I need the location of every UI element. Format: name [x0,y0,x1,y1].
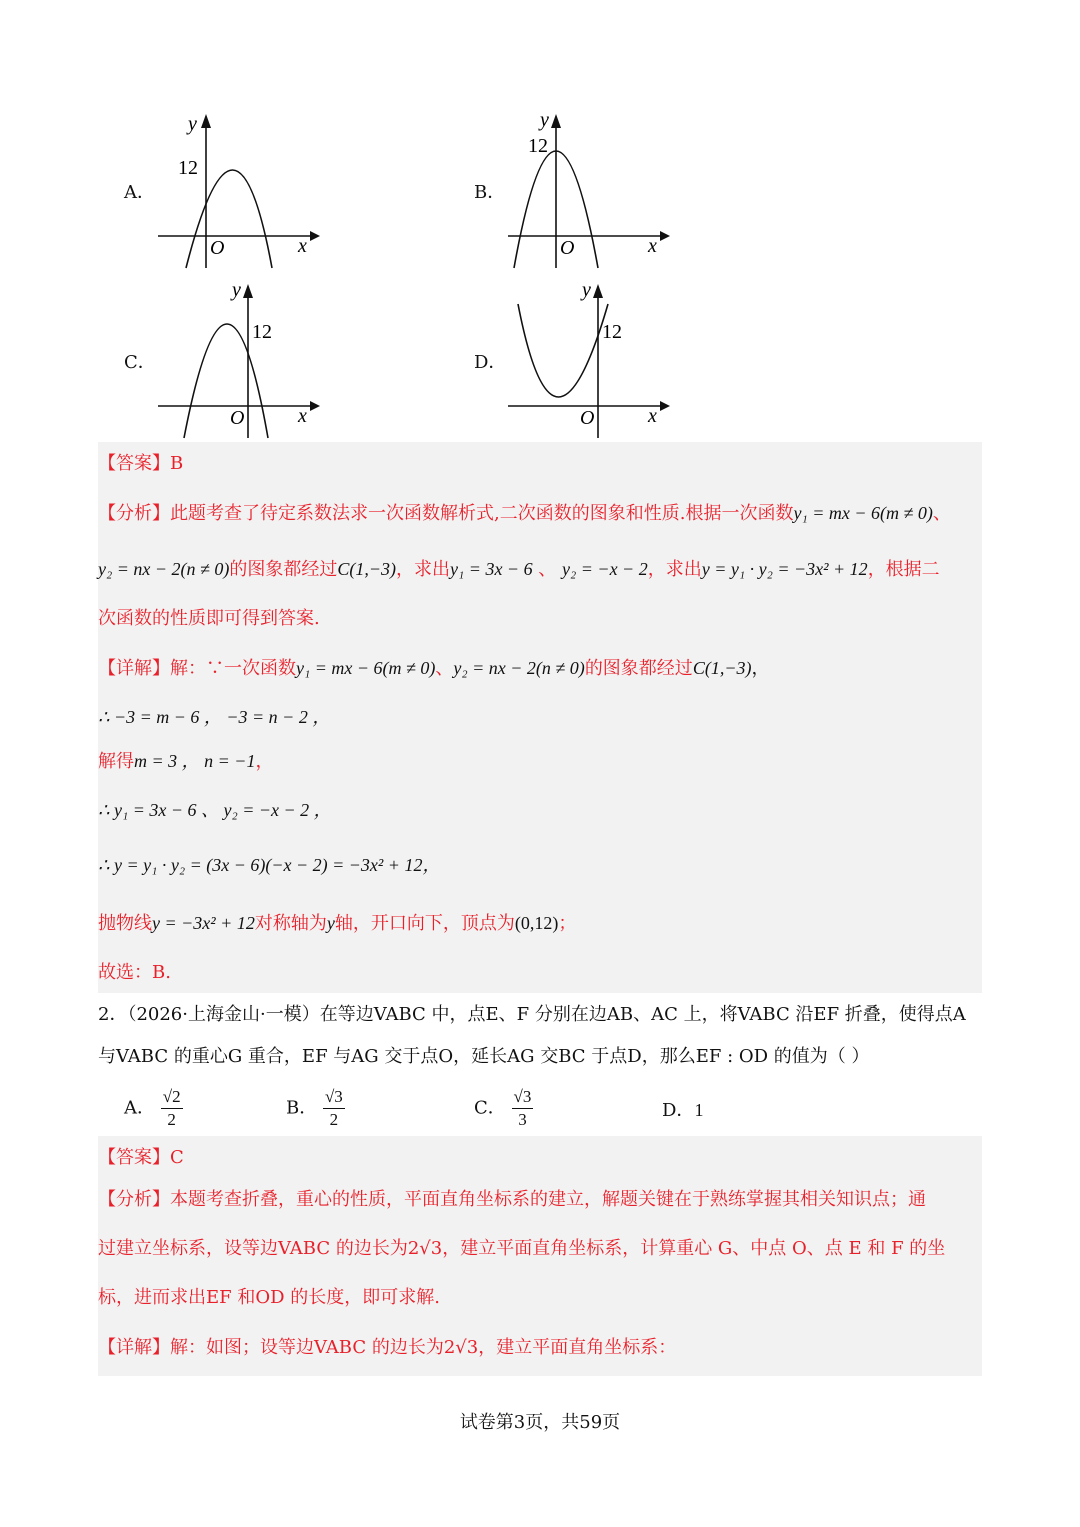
q2-solution-box [98,1136,982,1376]
option-b-graph [500,110,680,274]
axis-y-label: y [188,113,197,135]
q1-detail-line-5: ∴ y = y₁ · y₂ = (3x − 6)(−x − 2) = −3x² + 12， [98,855,441,875]
option-d-label: D． [474,352,507,373]
svg-text:x: x [648,405,657,427]
q2-choice-c: C． $\frac{√3}{3}$ [474,1087,532,1129]
q1-detail-line-6: 抛物线y = −3x² + 12对称轴为y轴，开口向下，顶点为(0,12)； [98,913,577,934]
svg-text:O: O [560,237,575,259]
svg-text:12: 12 [252,321,272,343]
q1-answer: 【答案】B [98,453,184,474]
svg-text:12: 12 [602,321,622,343]
svg-text:12: 12 [528,135,548,157]
q1-analysis-line-3: 次函数的性质即可得到答案. [98,608,320,629]
q1-detail-line-2: ∴ −3 = m − 6 ， −3 = n − 2 ， [98,707,331,727]
q2-analysis-line-3: 标，进而求出EF 和OD 的长度，即可求解. [98,1287,440,1308]
option-c-graph [150,280,330,444]
q2-choice-a: A． $\frac{√2}{2}$ [124,1087,181,1129]
q2-answer: 【答案】C [98,1147,184,1168]
q2-detail-line-1: 【详解】解：如图；设等边VABC 的边长为2√3，建立平面直角坐标系： [98,1337,677,1358]
svg-text:y: y [232,279,241,301]
option-c-label: C． [124,352,156,373]
q1-conclusion: 故选：B. [98,962,171,983]
q2-analysis-line-2: 过建立坐标系，设等边VABC 的边长为2√3，建立平面直角坐标系，计算重心 G、中点 O、点 E 和 F 的坐 [98,1238,946,1259]
page-footer: 试卷第3页，共59页 [459,1412,621,1433]
option-d-graph [500,280,680,444]
q1-analysis-line-1: 【分析】此题考查了待定系数法求一次函数解析式,二次函数的图象和性质.根据一次函数y₁ = mx − 6(m ≠ 0)、 [98,503,951,524]
q1-detail-line-4: ∴ y₁ = 3x − 6 、 y₂ = −x − 2 ， [98,800,332,820]
option-a-label: A． [124,182,155,203]
origin-label: O [210,237,225,259]
q2-choice-b: B． $\frac{√3}{2}$ [286,1087,343,1129]
svg-text:O: O [580,407,595,429]
svg-text:y: y [582,279,591,301]
q2-stem-line-1: 2．（2026·上海金山·一模）在等边VABC 中，点E、F 分别在边AB、AC 上，将VABC 沿EF 折叠，使得点A [98,1004,966,1025]
option-b-label: B． [474,182,506,203]
q1-detail-line-3: 解得m = 3 ， n = −1， [98,751,274,772]
svg-text:y: y [540,109,549,131]
intercept-label: 12 [178,157,198,179]
svg-text:x: x [298,405,307,427]
q2-choice-d: D．1 [662,1100,704,1121]
svg-text:O: O [230,407,245,429]
option-a-graph [150,110,330,274]
q1-solution-box [98,442,982,993]
svg-text:x: x [648,235,657,257]
q2-analysis-line-1: 【分析】本题考查折叠，重心的性质，平面直角坐标系的建立，解题关键在于熟练掌握其相关知识点；通 [98,1189,926,1210]
q1-detail-line-1: 【详解】解：∵一次函数y₁ = mx − 6(m ≠ 0)、y₂ = nx − 2(n ≠ 0)的图象都经过C(1,−3)， [98,658,770,679]
q1-analysis-line-2: y₂ = nx − 2(n ≠ 0)的图象都经过C(1,−3)，求出y₁ = 3x − 6 、 y₂ = −x − 2，求出y = y₁ · y₂ = −3x² + 12，根据二 [98,559,940,580]
q2-stem-line-2: 与VABC 的重心G 重合，EF 与AG 交于点O，延长AG 交BC 于点D，那么EF : OD 的值为（ ） [98,1046,870,1067]
axis-x-label: x [298,235,307,257]
